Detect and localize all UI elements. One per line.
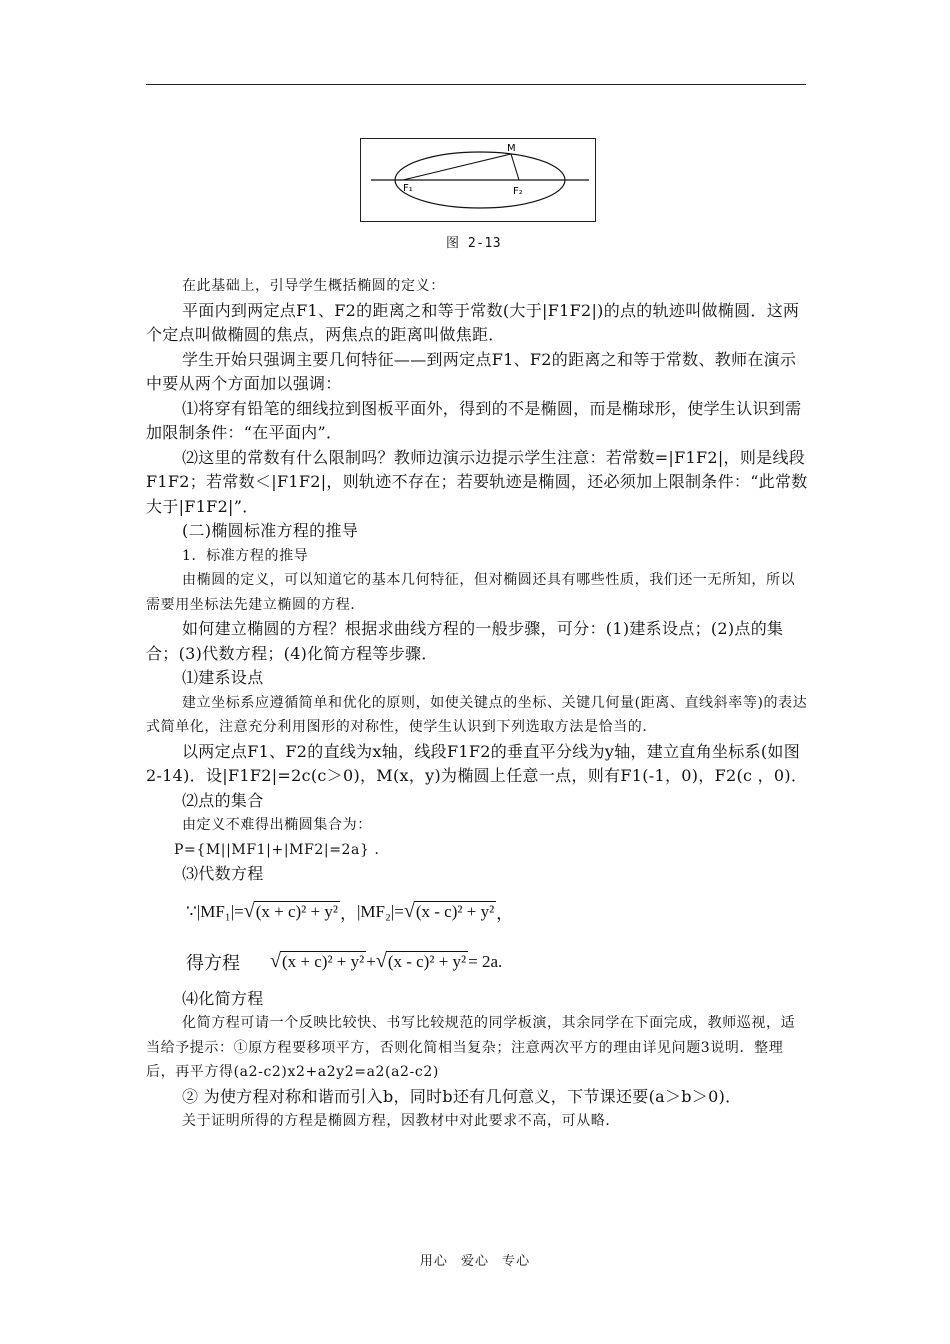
header-rule [146,84,806,85]
paragraph-emphasis: 学生开始只强调主要几何特征——到两定点F1、F2的距离之和等于常数、教师在演示中要从两个方面加以强调： [146,349,797,393]
sqrt-icon: √ [375,950,387,972]
paragraph-introduce-b: ② 为使方程对称和谐而引入b，同时b还有几何意义，下节课还要(a＞b＞0)． [182,1086,742,1106]
paragraph-set-intro: 由定义不难得出椭圆集合为： [182,817,372,833]
paragraph-definition: 平面内到两定点F1、F2的距离之和等于常数(大于|F1F2|)的点的轨迹叫做椭圆．这两个定点叫做椭圆的焦点，两焦点的距离叫做焦距． [146,300,800,344]
sqrt-icon: √ [403,900,415,922]
label-f1: F₁ [403,183,413,194]
separator-comma: ， [339,904,357,923]
ellipse-figure [360,138,596,222]
paragraph-point-2: ⑵这里的常数有什么限制吗？教师边演示边提示学生注意：若常数=|F1F2|，则是线段F1F2；若常数＜|F1F2|，则轨迹不存在；若要轨迹是椭圆，还必须加上限制条件：“此常数大于|F1F2|”． [146,447,808,516]
paragraph-motivation: 由椭圆的定义，可以知道它的基本几何特征，但对椭圆还具有哪些性质，我们还一无所知，所以需要用坐标法先建立椭圆的方程． [146,572,796,613]
because-symbol: ∵ [186,901,197,921]
segment-mf2 [511,154,519,180]
page-footer: 用心 爱心 专心 [419,1254,531,1269]
radicand-3: (x + c)² + y² [281,952,365,971]
figure-caption: 图 2-13 [446,236,502,251]
ellipse-equation [146,937,808,987]
mf1-label: |MF₁|= [196,901,244,921]
paragraph-point-1: ⑴将穿有铅笔的细线拉到图板平面外，得到的不是椭圆，而是椭球形，使学生认识到需加限制条件：“在平面内”． [146,398,802,442]
paragraph-coordinate-principle: 建立坐标系应遵循简单和优化的原则，如使关键点的坐标、关键几何量(距离、直线斜率等)的表达式简单化，注意充分利用图形的对称性，使学生认识到下列选取方法是恰当的． [146,694,808,735]
step-4-heading: ⑷化简方程 [182,988,264,1008]
segment-mf1 [403,154,511,180]
ellipse-diagram [361,139,597,223]
radicand-1: (x + c)² + y² [255,902,338,921]
equation-rhs: = 2a. [468,951,503,971]
step-2-heading: ⑵点的集合 [182,790,264,810]
label-m: M [507,143,516,154]
mf2-label: |MF₂|= [356,901,404,921]
plus-sign: + [366,951,376,971]
paragraph-simplify: 化简方程可请一个反映比较快、书写比较规范的同学板演，其余同学在下面完成，教师巡视，适当给予提示：①原方程要移项平方，否则化简相当复杂；注意两次平方的理由详见问题3说明．整理后，再平方得(a2-c2)x2+a2y2=a2(a2-c2) [146,1015,796,1080]
radicand-2: (x - c)² + y² [415,902,495,921]
subsection-heading: 1．标准方程的推导 [182,547,309,564]
section-heading: (二)椭圆标准方程的推导 [182,521,359,540]
sqrt-icon: √ [270,950,281,972]
equation-lead: 得方程 [186,952,240,974]
paragraph-steps: 如何建立椭圆的方程？根据求曲线方程的一般步骤，可分：(1)建系设点；(2)点的集合；(3)代数方程；(4)化简方程等步骤． [146,619,784,663]
step-3-heading: ⑶代数方程 [182,864,264,883]
radicand-4: (x - c)² + y² [387,952,467,971]
step-1-heading: ⑴建系设点 [182,668,264,687]
distance-formulas [146,887,808,937]
paragraph-coordinate-setup: 以两定点F1、F2的直线为x轴，线段F1F2的垂直平分线为y轴，建立直角坐标系(如图2-14)．设|F1F2|=2c(c＞0)，M(x，y)为椭圆上任意一点，则有F1(-1，0)，F2(c ，0)． [146,741,808,785]
main-text [146,274,808,1134]
paragraph-intro: 在此基础上，引导学生概括椭圆的定义： [182,278,445,294]
paragraph-proof-note: 关于证明所得的方程是椭圆方程，因教材中对此要求不高，可从略． [182,1113,620,1129]
label-f2: F₂ [513,186,523,197]
sqrt-icon: √ [243,900,255,922]
trailing-comma: ， [496,904,514,923]
set-expression: P={M||MF1|+|MF2|=2a} ． [174,841,390,858]
